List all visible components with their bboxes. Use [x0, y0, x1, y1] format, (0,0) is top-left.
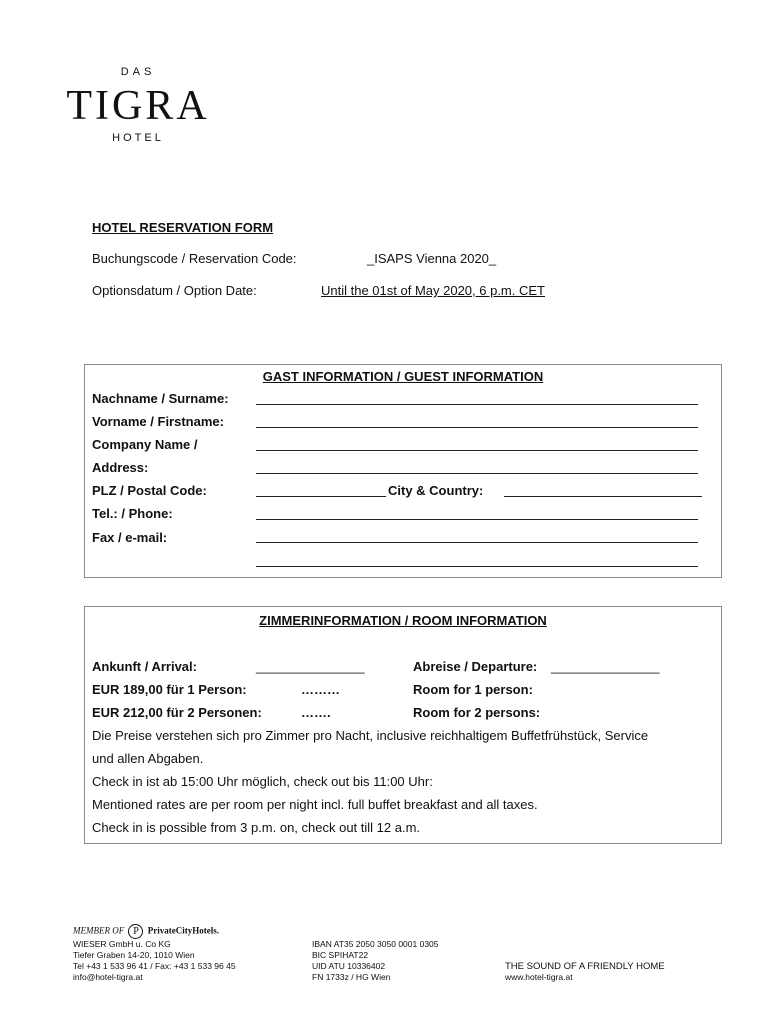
city-country-field[interactable] — [504, 496, 702, 497]
footer-iban: IBAN AT35 2050 3050 0001 0305 — [312, 939, 439, 949]
option-date-label: Optionsdatum / Option Date: — [92, 283, 257, 298]
footer-company-block — [73, 939, 236, 983]
logo-top-text: DAS — [120, 66, 156, 78]
private-city-hotels-brand: PrivateCityHotels. — [147, 925, 219, 936]
surname-label: Nachname / Surname: — [92, 391, 229, 406]
footer-company-name: WIESER GmbH u. Co KG — [73, 939, 171, 949]
price-note-de-line1: Die Preise verstehen sich pro Zimmer pro Nacht, inclusive reichhaltigem Buffetfrühstück, Service — [92, 728, 649, 743]
phone-label: Tel.: / Phone: — [92, 506, 173, 521]
fax-email-field-2[interactable] — [256, 566, 698, 567]
company-name-field[interactable] — [256, 450, 698, 451]
surname-field[interactable] — [256, 404, 698, 405]
footer-street: Tiefer Graben 14-20, 1010 Wien — [73, 950, 195, 960]
member-of-label: MEMBER OF — [73, 925, 125, 936]
postal-code-label: PLZ / Postal Code: — [92, 483, 207, 498]
footer-website[interactable]: www.hotel-tigra.at — [505, 972, 573, 982]
guest-info-heading: GAST INFORMATION / GUEST INFORMATION — [262, 369, 544, 384]
footer-fn: FN 1733z / HG Wien — [312, 972, 391, 982]
city-country-label: City & Country: — [388, 483, 484, 498]
checkin-note-en: Check in is possible from 3 p.m. on, check out till 12 a.m. — [92, 820, 421, 835]
fax-email-label: Fax / e-mail: — [92, 530, 168, 545]
rate-double-quantity[interactable]: ……. — [301, 705, 331, 720]
footer-email: info@hotel-tigra.at — [73, 972, 143, 982]
room-info-heading: ZIMMERINFORMATION / ROOM INFORMATION — [259, 613, 547, 628]
arrival-label: Ankunft / Arrival: — [92, 659, 197, 674]
footer-bic: BIC SPIHAT22 — [312, 950, 369, 960]
departure-field[interactable]: _______________ — [551, 659, 660, 674]
footer-uid: UID ATU 10336402 — [312, 961, 386, 971]
logo-main-text: TIGRA — [66, 83, 210, 129]
footer-slogan-block — [505, 961, 665, 983]
postal-code-field[interactable] — [256, 496, 386, 497]
footer-bank-block — [312, 939, 439, 983]
checkin-note-de: Check in ist ab 15:00 Uhr möglich, check out bis 11:00 Uhr: — [92, 774, 433, 789]
room-double-label: Room for 2 persons: — [413, 705, 541, 720]
address-label: Address: — [92, 460, 149, 475]
firstname-label: Vorname / Firstname: — [92, 414, 224, 429]
departure-label: Abreise / Departure: — [413, 659, 538, 674]
rate-double-label: EUR 212,00 für 2 Personen: — [92, 705, 262, 720]
reservation-code-value: _ISAPS Vienna 2020_ — [367, 251, 497, 266]
form-title: HOTEL RESERVATION FORM — [92, 220, 274, 235]
rate-single-label: EUR 189,00 für 1 Person: — [92, 682, 247, 697]
private-city-hotels-logo-icon: P — [128, 924, 143, 939]
option-date-value: Until the 01st of May 2020, 6 p.m. CET — [321, 283, 545, 298]
price-note-de-line2: und allen Abgaben. — [92, 751, 204, 766]
phone-field[interactable] — [256, 519, 698, 520]
company-name-label: Company Name / — [92, 437, 198, 452]
footer-phone-fax: Tel +43 1 533 96 41 / Fax: +43 1 533 96 45 — [73, 961, 236, 971]
firstname-field[interactable] — [256, 427, 698, 428]
address-field[interactable] — [256, 473, 698, 474]
logo-bottom-text: HOTEL — [112, 132, 164, 144]
reservation-code-label: Buchungscode / Reservation Code: — [92, 251, 297, 266]
footer-slogan: THE SOUND OF A FRIENDLY HOME — [505, 961, 665, 972]
fax-email-field[interactable] — [256, 542, 698, 543]
rate-single-quantity[interactable]: ……… — [301, 682, 340, 697]
arrival-field[interactable]: _______________ — [256, 659, 365, 674]
member-of-badge — [73, 924, 219, 939]
price-note-en: Mentioned rates are per room per night incl. full buffet breakfast and all taxes. — [92, 797, 538, 812]
room-single-label: Room for 1 person: — [413, 682, 533, 697]
